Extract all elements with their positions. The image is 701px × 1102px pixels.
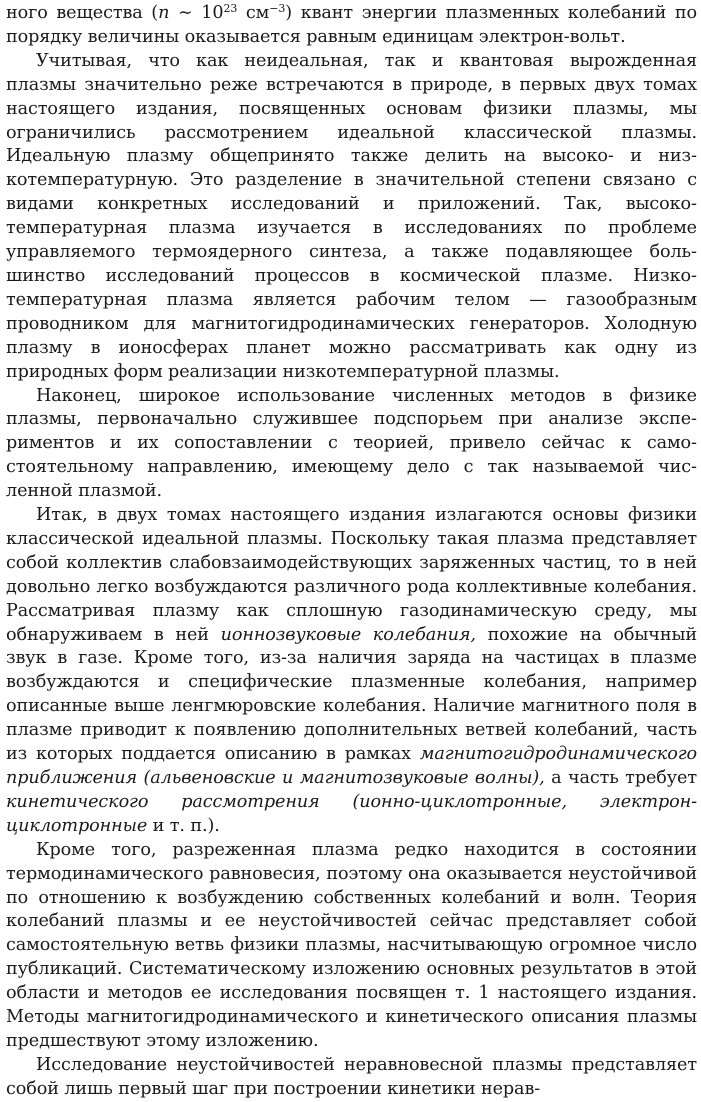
paragraph-instabilities bbox=[6, 839, 697, 1054]
text-run: Учитывая, что как неидеальная, так и квантовая вырожденная плазмы значительно реже встречаются в природе, в первых двух томах настоящего издания, посвященных основам физики плазмы, мы ограничились рассмотрением идеальной классической плазмы. Идеальную плазму общепринято также делить на высоко- и низкотемпературную. Это разделение в значительной степени связано с видами конкретных исследований и приложений. Так, высокотемпературная плазма изучается в исследованиях по проблеме управляемого термоядерного синтеза, а также подавляющее большинство исследований процессов в космической плазме. Низкотемпературная плазма является рабочим телом — газообразным проводником для магнитогидродинамических генераторов. Холодную плазму в ионосферах планет можно рассматривать как одну из природных форм реализации низкотемпературной плазмы. bbox=[6, 50, 697, 382]
italic-term: кинетического рассмотрения (ионно-циклотронные, электрон-циклотронные bbox=[6, 791, 697, 836]
text-run: см bbox=[237, 3, 270, 23]
superscript: 23 bbox=[223, 2, 238, 15]
text-run: Наконец, широкое использование численных методов в физике плазмы, первоначально служившее подспорьем при анализе экспериментов и их сопоставлении с теорией, привело сейчас к самостоятельному направлению, имеющему дело с так называемой численной плазмой. bbox=[6, 385, 697, 502]
text-run: ного вещества ( bbox=[6, 3, 159, 23]
text-run: Итак, в двух томах настоящего издания излагаются основы физики классической идеальной плазмы. Поскольку такая плазма представляет собой коллектив слабовзаимодействующих заряженных частиц, то в ней довольно легко возбуждаются различного рода коллективные колебания. Рассматривая плазму как сплошную газодинамическую среду, мы обнаруживаем в ней bbox=[6, 505, 697, 645]
italic-term: n bbox=[158, 3, 170, 23]
text-run: а часть требует bbox=[544, 768, 697, 788]
paragraph-collective-oscillations bbox=[6, 504, 697, 839]
paragraph-continuation bbox=[6, 2, 697, 50]
text-run: ∼ 10 bbox=[169, 3, 224, 23]
text-run: Кроме того, разреженная плазма редко находится в состоянии термодинамического равновесия, поэтому она оказывается неустойчивой по отношению к возбуждению собственных колебаний и волн. Теория колебаний плазмы и ее неустойчивостей сейчас представляет собой самостоятельную ветвь физики плазмы, насчитывающую огромное число публикаций. Систематическому изложению основных результатов в этой области и методов ее исследования посвящен т. 1 настоящего издания. Методы магнитогидродинамического и кинетического описания плазмы предшествуют этому изложению. bbox=[6, 839, 697, 1051]
text-run: Исследование неустойчивостей неравновесной плазмы представляет собой лишь первый шаг при построении кинетики нерав- bbox=[6, 1054, 697, 1099]
italic-term: ионнозвуковые колебания, bbox=[220, 624, 476, 645]
text-run: и т. п.). bbox=[147, 815, 220, 836]
text-run: похожие на обычный звук в газе. Кроме того, из-за наличия заряда на частицах в плазме возбуждаются и специфические плазменные колебания, например описанные выше ленгмюровские колебания. Наличие магнитного поля в плазме приводит к появлению дополнительных ветвей колебаний, часть из которых поддается описанию в рамках bbox=[6, 624, 697, 765]
text-run: ) квант энергии плазменных колебаний по порядку величины оказывается равным единицам электрон-вольт. bbox=[6, 3, 697, 47]
paragraph-ideal-plasma bbox=[6, 50, 697, 385]
paragraph-nonequilibrium bbox=[6, 1054, 697, 1102]
paragraph-numerical-methods bbox=[6, 385, 697, 505]
italic-term: магнитогидродинамического приближения (альвеновские и магнитозвуковые волны), bbox=[6, 744, 697, 788]
superscript: −3 bbox=[269, 2, 286, 15]
